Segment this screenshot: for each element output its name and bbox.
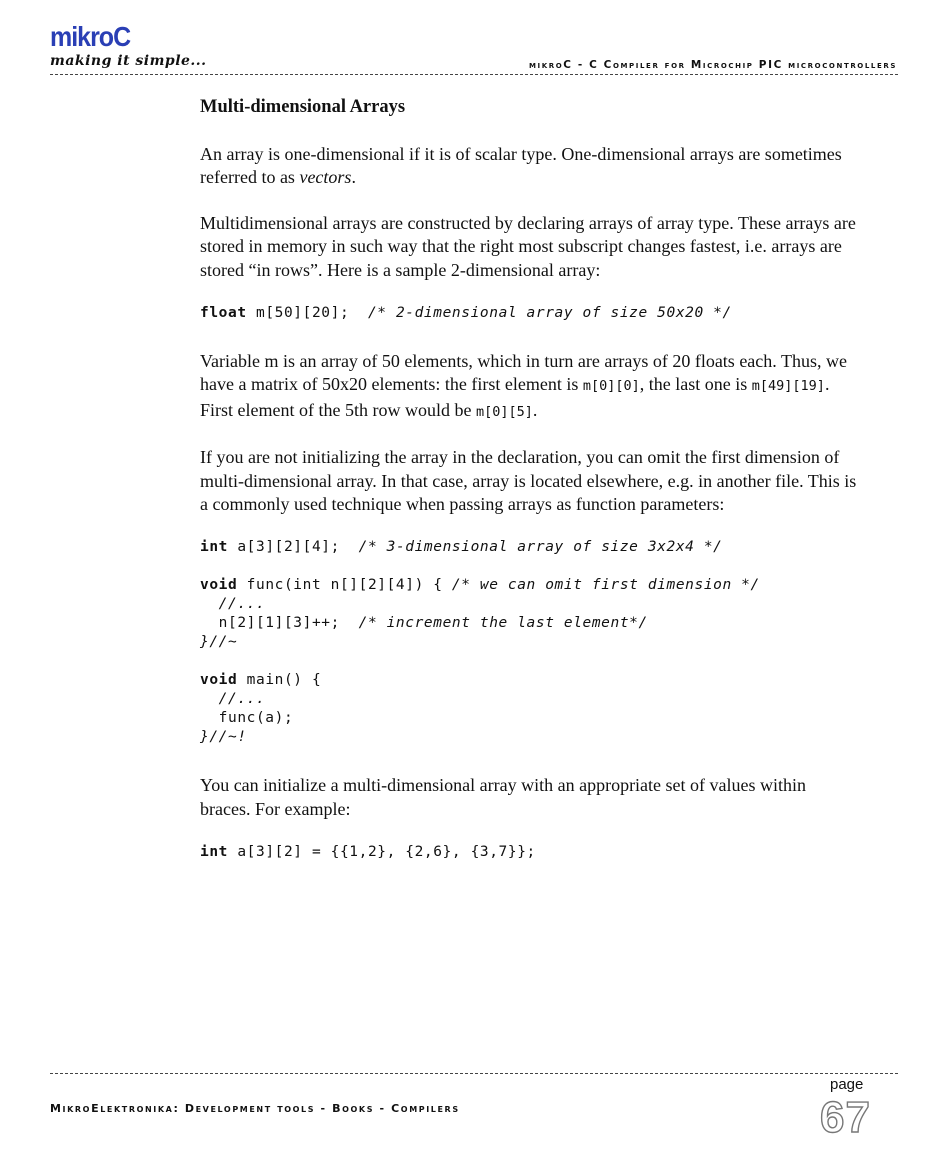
mikroc-logo: mikroC	[50, 22, 131, 53]
footer-divider	[50, 1073, 898, 1074]
paragraph-matrix-explanation: Variable m is an array of 50 elements, which in turn are arrays of 20 floats each. Thus, we have a matrix of 50x20 elements: the first element is m[0][0], the last one is m[49][19]. First element of the 5th row would be m[0][5].	[200, 351, 847, 420]
term-vectors: vectors	[299, 167, 352, 188]
tagline: making it simple...	[50, 53, 207, 69]
paragraph-initialize: You can initialize a multi-dimensional array with an appropriate set of values within braces. For example:	[200, 775, 807, 819]
page-content	[200, 95, 860, 889]
footer-publisher: MikroElektronika: Development tools - Books - Compilers	[50, 1102, 460, 1115]
paragraph-multidimensional: Multidimensional arrays are constructed by declaring arrays of array type. These arrays are stored in memory in such way that the right most subscript changes fastest, i.e. arrays are stored “in rows”. Here is a sample 2-dimensional array:	[200, 212, 856, 280]
code-example-initializer: int a[3][2] = {{1,2}, {2,6}, {3,7}};	[200, 844, 536, 861]
inline-code-last-element: m[49][19]	[751, 378, 825, 395]
code-example-3d-function: int a[3][2][4]; /* 3-dimensional array of size 3x2x4 */ void func(int n[][2][4]) { /* we can omit first dimension */ //... n[2][1][3]++; /* increment the last element*/ }//~ void main() { //... func(a); }//~!	[200, 539, 760, 746]
code-example-2d-array: float m[50][20]; /* 2-dimensional array of size 50x20 */	[200, 305, 732, 322]
page-number: 67	[820, 1093, 871, 1142]
inline-code-fifth-row: m[0][5]	[475, 403, 533, 420]
page-label: page	[830, 1076, 864, 1093]
running-header-title: mikroC - C Compiler for Microchip PIC microcontrollers	[528, 59, 897, 71]
header-divider	[50, 74, 898, 75]
paragraph-omit-dimension: If you are not initializing the array in the declaration, you can omit the first dimension of multi-dimensional array. In that case, array is located elsewhere, e.g. in another file. This is a commonly used technique when passing arrays as function parameters:	[200, 447, 857, 515]
section-title: Multi-dimensional Arrays	[200, 97, 406, 117]
inline-code-first-element: m[0][0]	[582, 378, 640, 395]
paragraph-one-dimensional: An array is one-dimensional if it is of scalar type. One-dimensional arrays are sometimes referred to as vectors.	[200, 144, 842, 188]
